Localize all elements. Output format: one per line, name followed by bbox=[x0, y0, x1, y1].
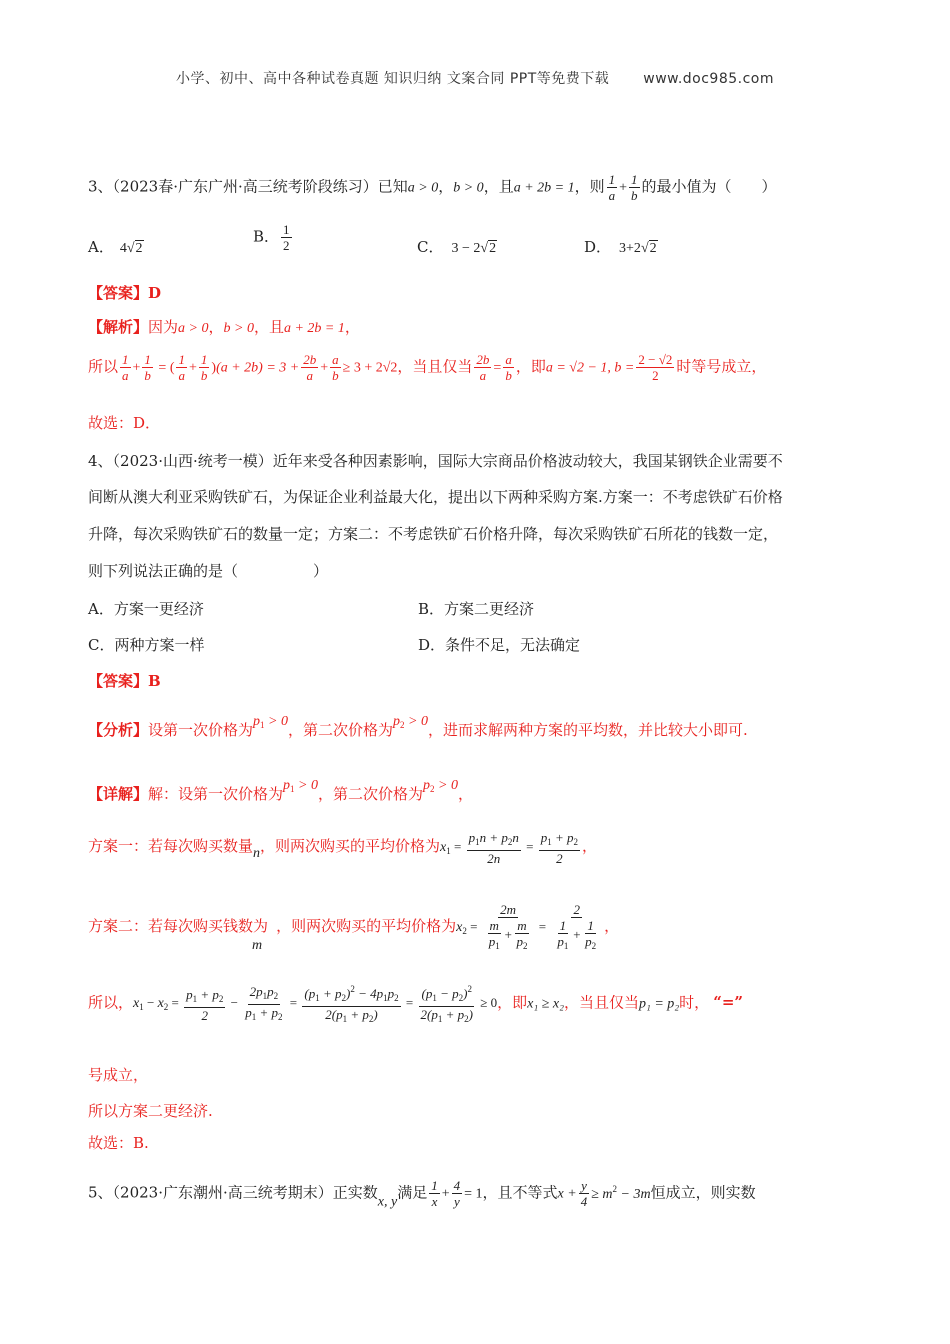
q3-option-b: B． $\frac{1}{2}$ bbox=[253, 222, 290, 253]
q4-answer: 【答案】B bbox=[88, 672, 161, 690]
q4-holds: 号成立， bbox=[88, 1066, 149, 1084]
q3-frac-1b: $\frac{1}{b}$ bbox=[631, 172, 638, 203]
q4-option-b: B．方案二更经济 bbox=[418, 600, 535, 618]
q4-plan1: 方案一：若每次购买数量n，则两次购买的平均价格为$x_1$ = $\frac{p_1n + p_2n}{2n}$ = $\frac{p_1 + p_2}{2}$ ， bbox=[88, 830, 598, 866]
q4-xiangjie: 【详解】解：设第一次价格为$p_1 > 0$，第二次价格为$p_2 > 0$， bbox=[88, 778, 473, 803]
q3-option-a: A． 4√2 bbox=[88, 238, 143, 256]
q4-option-a: A．方案一更经济 bbox=[88, 600, 204, 618]
q3-option-d: D． 3+2√2 bbox=[584, 238, 657, 256]
q4-conclusion: 所以方案二更经济. bbox=[88, 1102, 213, 1120]
q3-analysis: 【解析】因为a > 0，b > 0，且a + 2b = 1， bbox=[88, 318, 360, 336]
q4-stem-line2: 间断从澳大利亚采购铁矿石，为保证企业利益最大化，提出以下两种采购方案.方案一：不考虑铁矿石价格 bbox=[88, 488, 783, 506]
q3-cond3: a + 2b = 1 bbox=[513, 180, 575, 196]
q3-stem: 3、（2023春·广东广州·高三统考阶段练习）已知a > 0，b > 0，且a + 2b = 1，则 $\frac{1}{a}$ + $\frac{1}{b}$ 的最小值为（ ） bbox=[88, 172, 777, 203]
q4-stem-line1: 4、（2023·山西·统考一模）近年来受各种因素影响，国际大宗商品价格波动较大，我国某钢铁企业需要不 bbox=[88, 452, 783, 470]
q4-choose: 故选：B. bbox=[88, 1134, 149, 1152]
q3-frac-1a: $\frac{1}{a}$ bbox=[608, 172, 616, 203]
page-header bbox=[0, 68, 950, 88]
q3-answer: 【答案】D bbox=[88, 284, 162, 302]
q3-option-c: C． 3 − 2√2 bbox=[417, 238, 497, 256]
q4-stem-line3: 升降，每次采购铁矿石的数量一定；方案二：不考虑铁矿石价格升降，每次采购铁矿石所花的钱数一定， bbox=[88, 525, 779, 543]
q3-cond1: a > 0 bbox=[407, 180, 439, 196]
q4-fenxi: 【分析】设第一次价格为$p_1 > 0$，第二次价格为$p_2 > 0$，进而求解两种方案的平均数，并比较大小即可. bbox=[88, 714, 748, 739]
q3-choose: 故选：D． bbox=[88, 414, 161, 432]
q4-stem-line4: 则下列说法正确的是（ ） bbox=[88, 562, 329, 580]
header-site-link[interactable]: www.doc985.com bbox=[643, 71, 775, 87]
q4-option-c: C．两种方案一样 bbox=[88, 636, 205, 654]
q5-stem: 5、（2023·广东潮州·高三统考期末）正实数x, y满足 $\frac{1}{x}$ + $\frac{4}{y}$ = 1，且不等式x + $\frac{y}{4}$ ≥ $m^2 - 3m$恒成立，则实数 bbox=[88, 1178, 756, 1210]
header-text: 小学、初中、高中各种试卷真题 知识归纳 文案合同 PPT等免费下载 bbox=[175, 71, 610, 87]
q3-derivation: 所以 $\frac{1}{a}$ + $\frac{1}{b}$ = ( $\frac{1}{a}$ + $\frac{1}{b}$ )(a + 2b) = 3 + $\frac{2b}{a}$ + $\frac{a}{b}$ ≥ 3 + 2√2，当且仅当 $\frac{2b}{a}$ = $\frac{a}{b}$ ，即a = √2 − 1, b = $\frac{2 - √2}{2}$ 时等号成立， bbox=[88, 352, 767, 383]
q3-cond2: b > 0 bbox=[453, 180, 484, 196]
q4-option-d: D．条件不足，无法确定 bbox=[418, 636, 581, 654]
q4-plan2: 方案二：若每次购买钱数为m，则两次购买的平均价格为$x_2$ = 2m $\frac{m}{p_1}$ + $\frac{m}{p_2}$ = 2 $\frac{1}{p_1}$ + $\frac{1}{p_2}$ ， bbox=[88, 902, 620, 953]
q4-comparison: 所以，$x_1 - x_2$ = $\frac{p_1 + p_2}{2}$ − $\frac{2p_1p_2}{p_1 + p_2}$ = $\frac{(p_1 + p_2)^2 - 4p_1p_2}{2(p_1 + p_2)}$ = $\frac{(p_1 - p_2)^2}{2(p_1 + p_2)}$ ≥ 0，即x₁ ≥ x₂，当且仅当p₁ = p₂时， “=” bbox=[88, 984, 744, 1024]
